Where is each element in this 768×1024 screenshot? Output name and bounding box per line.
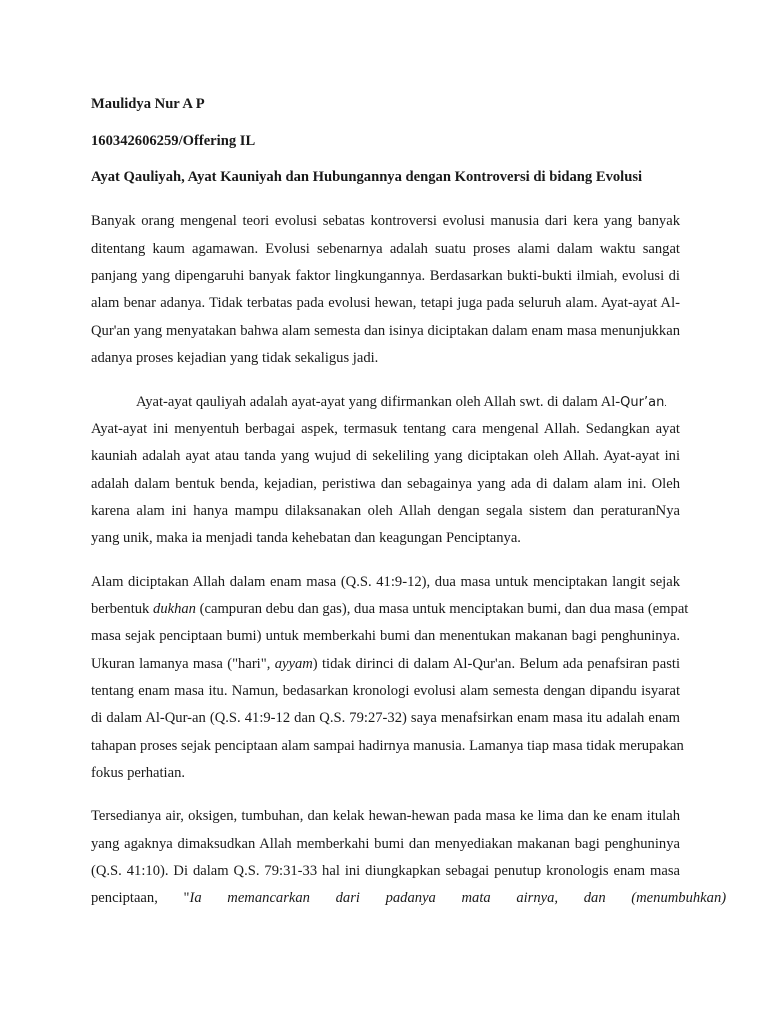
text-segment: (campuran debu dan gas), dua masa untuk menciptakan bumi, dan dua masa (empat [195, 601, 689, 617]
paragraph-2-line: Ayat-ayat ini menyentuh berbagai aspek, termasuk tentang cara mengenal Allah. Sedangkan ayat [91, 421, 680, 437]
paragraph-3-line: masa sejak penciptaan bumi) untuk memberkahi bumi dan menentukan makanan bagi penghuninya. [91, 628, 680, 644]
text-segment: penciptaan, [91, 890, 158, 906]
paragraph-2-line: adalah dalam bentuk benda, kejadian, peristiwa dan sebagainya yang ada di dalam alam ini. Oleh [91, 476, 680, 492]
paragraph-2-first-line [136, 393, 680, 412]
italic-term: dukhan [153, 601, 196, 617]
paragraph-2-line: yang unik, maka ia menjadi tanda kehebatan dan keagungan Penciptanya. [91, 530, 521, 546]
student-id-line: 160342606259/Offering IL [91, 133, 256, 149]
paragraph-4-line: (Q.S. 41:10). Di dalam Q.S. 79:31-33 hal ini diungkapkan sebagai penutup kronologis enam masa [91, 863, 680, 879]
paragraph-1-line: alam benar adanya. Tidak terbatas pada evolusi hewan, tetapi juga pada seluruh alam. Ayat-ayat Al- [91, 295, 680, 311]
text-segment: berbentuk [91, 601, 154, 617]
paragraph-3-line: tahapan proses sejak penciptaan alam sampai hadirnya manusia. Lamanya tiap masa tidak merupakan [91, 738, 684, 754]
paragraph-4-line: yang agaknya dimaksudkan Allah memberkahi bumi dan menyediakan makanan bagi penghuninya [91, 836, 680, 852]
paragraph-3-line: Alam diciptakan Allah dalam enam masa (Q.S. 41:9-12), dua masa untuk menciptakan langit sejak [91, 574, 680, 590]
italic-term: ayyam [274, 656, 313, 672]
paragraph-4-line: Tersedianya air, oksigen, tumbuhan, dan kelak hewan-hewan pada masa ke lima dan ke enam itulah [91, 808, 680, 824]
paragraph-3-line: tentang enam masa itu. Namun, bedasarkan kronologi evolusi alam semesta dengan dipandu isyarat [91, 683, 680, 699]
paragraph-1-line: adanya proses kejadian yang tidak sekaligus jadi. [91, 350, 379, 366]
paragraph-2-line: karena alam ini hanya mampu dilaksanakan oleh Allah dengan segala sistem dan peraturanNya [91, 503, 680, 519]
paragraph-3-line: di dalam Al-Qur-an (Q.S. 41:9-12 dan Q.S. 79:27-32) saya menafsirkan enam masa itu adalah enam [91, 710, 680, 726]
text-segment: Ukuran lamanya masa ("hari", [91, 656, 275, 672]
paragraph-4-line [91, 889, 727, 907]
paragraph-2-line: kauniah adalah ayat atau tanda yang wujud di sekeliling yang diciptakan oleh Allah. Ayat-ayat ini [91, 448, 680, 464]
paragraph-1-line: ditentang kaum agamawan. Evolusi sebenarnya adalah suatu proses alami dalam waktu sangat [91, 241, 680, 257]
paragraph-1-line: Banyak orang mengenal teori evolusi sebatas kontroversi evolusi manusia dari kera yang banyak [91, 213, 680, 229]
text-segment: . [664, 398, 667, 408]
paragraph-3-line [91, 655, 680, 673]
italic-quote: Ia memancarkan dari padanya mata airnya, dan (menumbuhkan) [189, 890, 727, 906]
text-segment: Qur’an [620, 395, 665, 410]
author-name: Maulidya Nur A P [91, 96, 205, 112]
text-segment: ) tidak dirinci di dalam Al-Qur'an. Belum ada penafsiran pasti [312, 656, 680, 672]
paragraph-3-line [91, 600, 689, 618]
paragraph-3-line: fokus perhatian. [91, 765, 186, 781]
paragraph-1-line: panjang yang dipengaruhi banyak faktor lingkungannya. Berdasarkan bukti-bukti ilmiah, evolusi di [91, 268, 680, 284]
paragraph-1-line: Qur'an yang menyatakan bahwa alam semesta dan isinya diciptakan dalam enam masa menunjukkan [91, 323, 680, 339]
text-segment: Ayat-ayat qauliyah adalah ayat-ayat yang difirmankan oleh Allah swt. di dalam Al- [136, 394, 621, 410]
text-segment: " [183, 890, 190, 906]
document-title: Ayat Qauliyah, Ayat Kauniyah dan Hubungannya dengan Kontroversi di bidang Evolusi [91, 169, 643, 185]
